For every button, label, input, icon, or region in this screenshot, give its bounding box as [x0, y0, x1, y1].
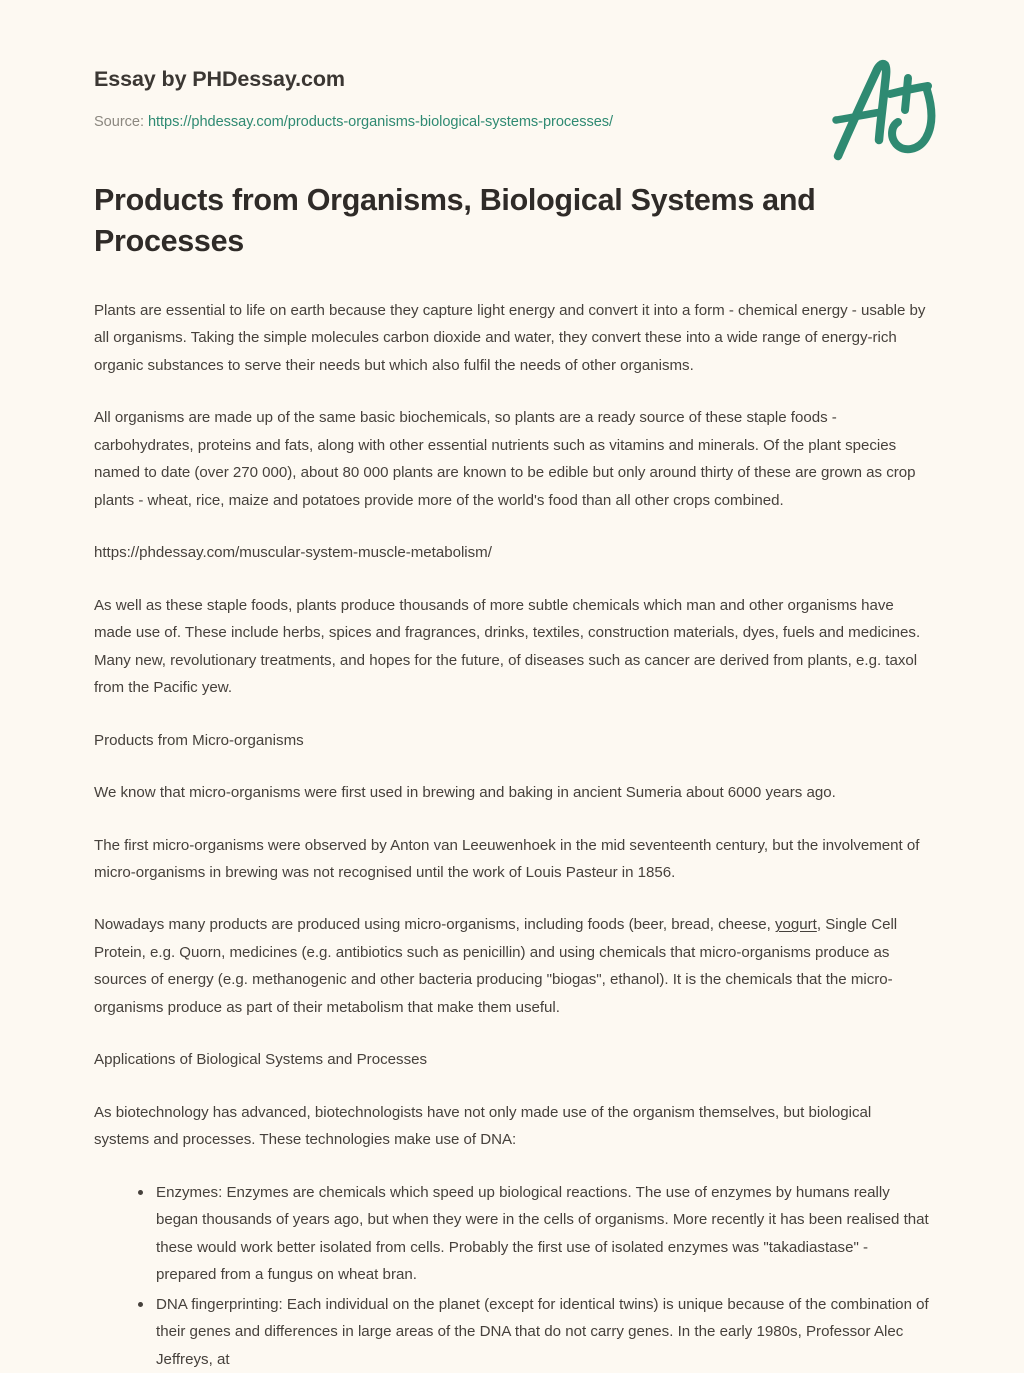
paragraph-4: We know that micro-organisms were first used in brewing and baking in ancient Sumeria about 6000 years ago. — [94, 784, 836, 802]
source-url-link[interactable]: https://phdessay.com/products-organisms-biological-systems-processes/ — [147, 113, 614, 130]
paragraph-5: The first micro-organisms were observed by Anton van Leeuwenhoek in the mid seventeenth century, but the involvement of micro-organisms in brewing was not recognised until the work of Louis Pasteur in 1856. — [94, 836, 920, 881]
page-title: Products from Organisms, Biological Systems and Processes — [94, 183, 816, 259]
paragraph-3: As well as these staple foods, plants produce thousands of more subtle chemicals which man and other organisms have made use of. These include herbs, spices and fragrances, drinks, textiles, construction materials, dyes, fuels and medicines. Many new, revolutionary treatments, and hopes for the future, of diseases such as cancer are derived from plants, e.g. taxol from the Pacific yew. — [94, 596, 921, 697]
list-item: Enzymes: Enzymes are chemicals which speed up biological reactions. The use of enzymes by humans really began thousands of years ago, but when they were in the cells of organisms. More recently it has been realised that these would work better isolated from cells. Probably the first use of isolated enzymes was "takadiastase" - prepared from a fungus on wheat bran. — [138, 1179, 930, 1289]
source-line — [94, 113, 930, 132]
source-label: Source: — [94, 113, 144, 130]
bullet-list — [94, 1179, 930, 1373]
a-plus-logo-icon — [824, 52, 952, 164]
page-header — [0, 0, 1024, 180]
brand-title: Essay by PHDessay.com — [94, 67, 345, 91]
list-item: DNA fingerprinting: Each individual on the planet (except for identical twins) is unique because of the combination of their genes and differences in large areas of the DNA that do not carry genes. In the early 1980s, Professor Alec Jeffreys, at — [138, 1291, 930, 1373]
paragraph-6-text-b: , Single Cell Protein, e.g. Quorn, medicines (e.g. antibiotics such as penicillin) and using chemicals that micro-organisms produce as sources of energy (e.g. methanogenic and other bacteria producing "biogas", ethanol). It is the chemicals that the micro-organisms produce as part of their metabolism that make them useful. — [94, 916, 898, 1016]
paragraph-6-text-a: Nowadays many products are produced using micro-organisms, including foods (beer, bread, cheese, — [94, 916, 775, 934]
paragraph-6 — [94, 911, 930, 1021]
paragraph-1: Plants are essential to life on earth because they capture light energy and convert it into a form - chemical energy - usable by all organisms. Taking the simple molecules carbon dioxide and water, they convert these into a wide range of energy-rich organic substances to serve their needs but which also fulfil the needs of other organisms. — [94, 301, 926, 374]
yogurt-link[interactable]: yogurt — [775, 916, 817, 934]
subheading-applications-of-biological-systems: Applications of Biological Systems and Processes — [94, 1051, 428, 1069]
inline-url-paragraph — [94, 539, 930, 566]
article-body — [0, 180, 1024, 1373]
inline-url-text[interactable]: https://phdessay.com/muscular-system-muscle-metabolism/ — [94, 544, 492, 562]
subheading-products-from-micro-organisms: Products from Micro-organisms — [94, 731, 304, 749]
paragraph-2: All organisms are made up of the same basic biochemicals, so plants are a ready source of these staple foods - carbohydrates, proteins and fats, along with other essential nutrients such as vitamins and minerals. Of the plant species named to date (over 270 000), about 80 000 plants are known to be edible but only around thirty of these are grown as crop plants - wheat, rice, maize and potatoes provide more of the world's food than all other crops combined. — [94, 409, 916, 509]
paragraph-7: As biotechnology has advanced, biotechnologists have not only made use of the organism themselves, but biological systems and processes. These technologies make use of DNA: — [94, 1103, 872, 1149]
